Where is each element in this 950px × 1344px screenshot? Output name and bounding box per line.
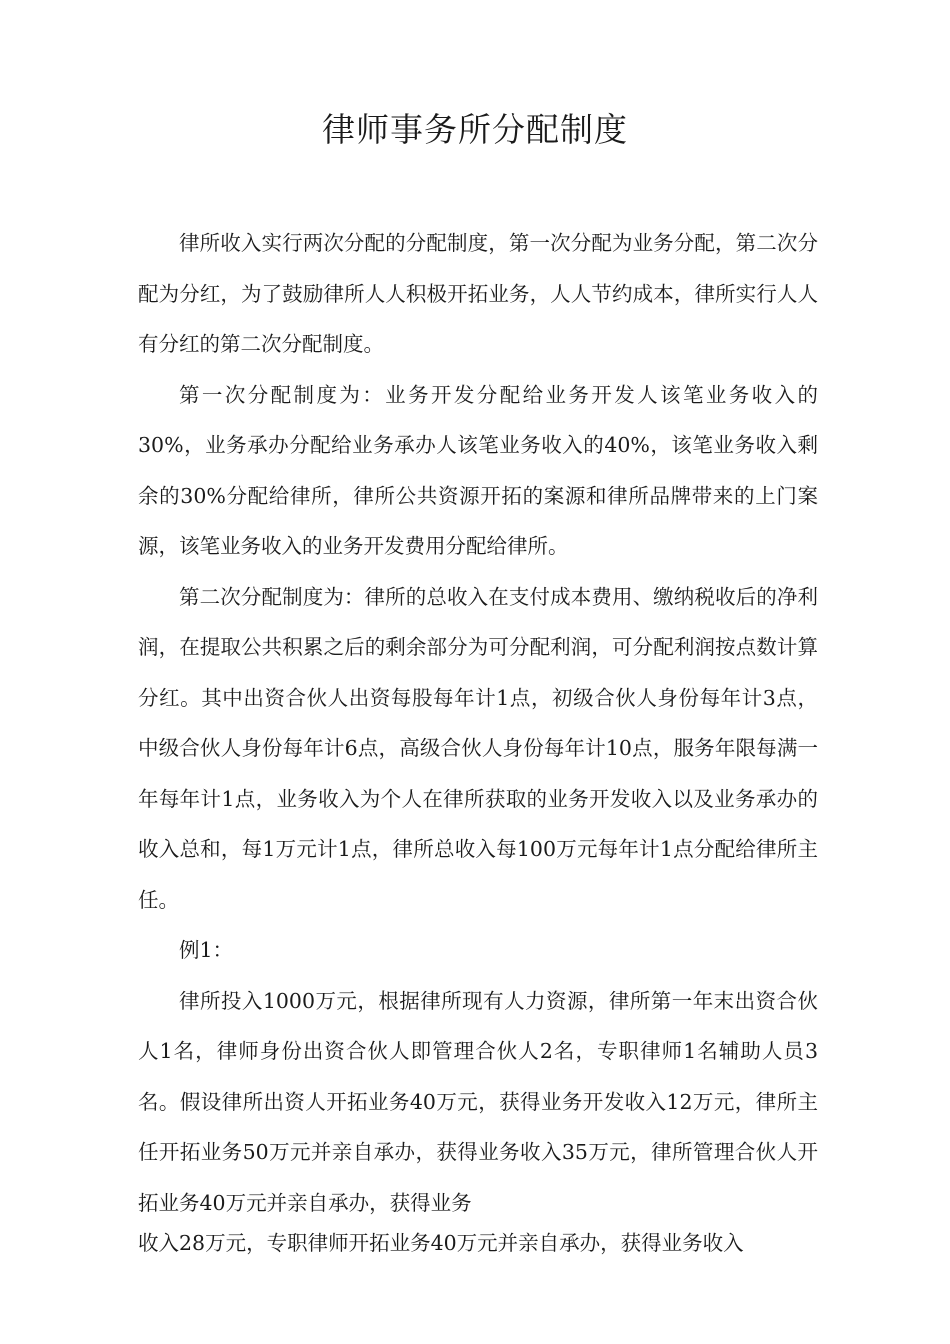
- paragraph-tail-line: 收入28万元，专职律师开拓业务40万元并亲自承办，获得业务收入: [138, 1231, 744, 1255]
- document-title: 律师事务所分配制度: [322, 110, 628, 149]
- paragraph-first-distribution: 第一次分配制度为：业务开发分配给业务开发人该笔业务收入的30%，业务承办分配给业务承办人该笔业务收入的40%，该笔业务收入剩余的30%分配给律所，律所公共资源开拓的案源和律所品牌带来的上门案源，该笔业务收入的业务开发费用分配给律所。: [138, 382, 818, 558]
- paragraph-intro: 律所收入实行两次分配的分配制度，第一次分配为业务分配，第二次分配为分红，为了鼓励律所人人积极开拓业务，人人节约成本，律所实行人人有分红的第二次分配制度。: [138, 231, 818, 356]
- paragraph-example-heading: 例1：: [179, 938, 234, 962]
- document-body: [138, 218, 818, 1258]
- paragraph-example-body: 律所投入1000万元，根据律所现有人力资源，律所第一年末出资合伙人1名，律师身份出资合伙人即管理合伙人2名，专职律师1名辅助人员3名。假设律所出资人开拓业务40万元，获得业务开发收入12万元，律所主任开拓业务50万元并亲自承办，获得业务收入35万元，律所管理合伙人开拓业务40万元并亲自承办，获得业务: [138, 988, 818, 1215]
- paragraph-second-distribution: 第二次分配制度为：律所的总收入在支付成本费用、缴纳税收后的净利润，在提取公共积累之后的剩余部分为可分配利润，可分配利润按点数计算分红。其中出资合伙人出资每股每年计1点，初级合伙人身份每年计3点，中级合伙人身份每年计6点，高级合伙人身份每年计10点，服务年限每满一年每年计1点，业务收入为个人在律所获取的业务开发收入以及业务承办的收入总和，每1万元计1点，律所总收入每100万元每年计1点分配给律所主任。: [138, 584, 818, 912]
